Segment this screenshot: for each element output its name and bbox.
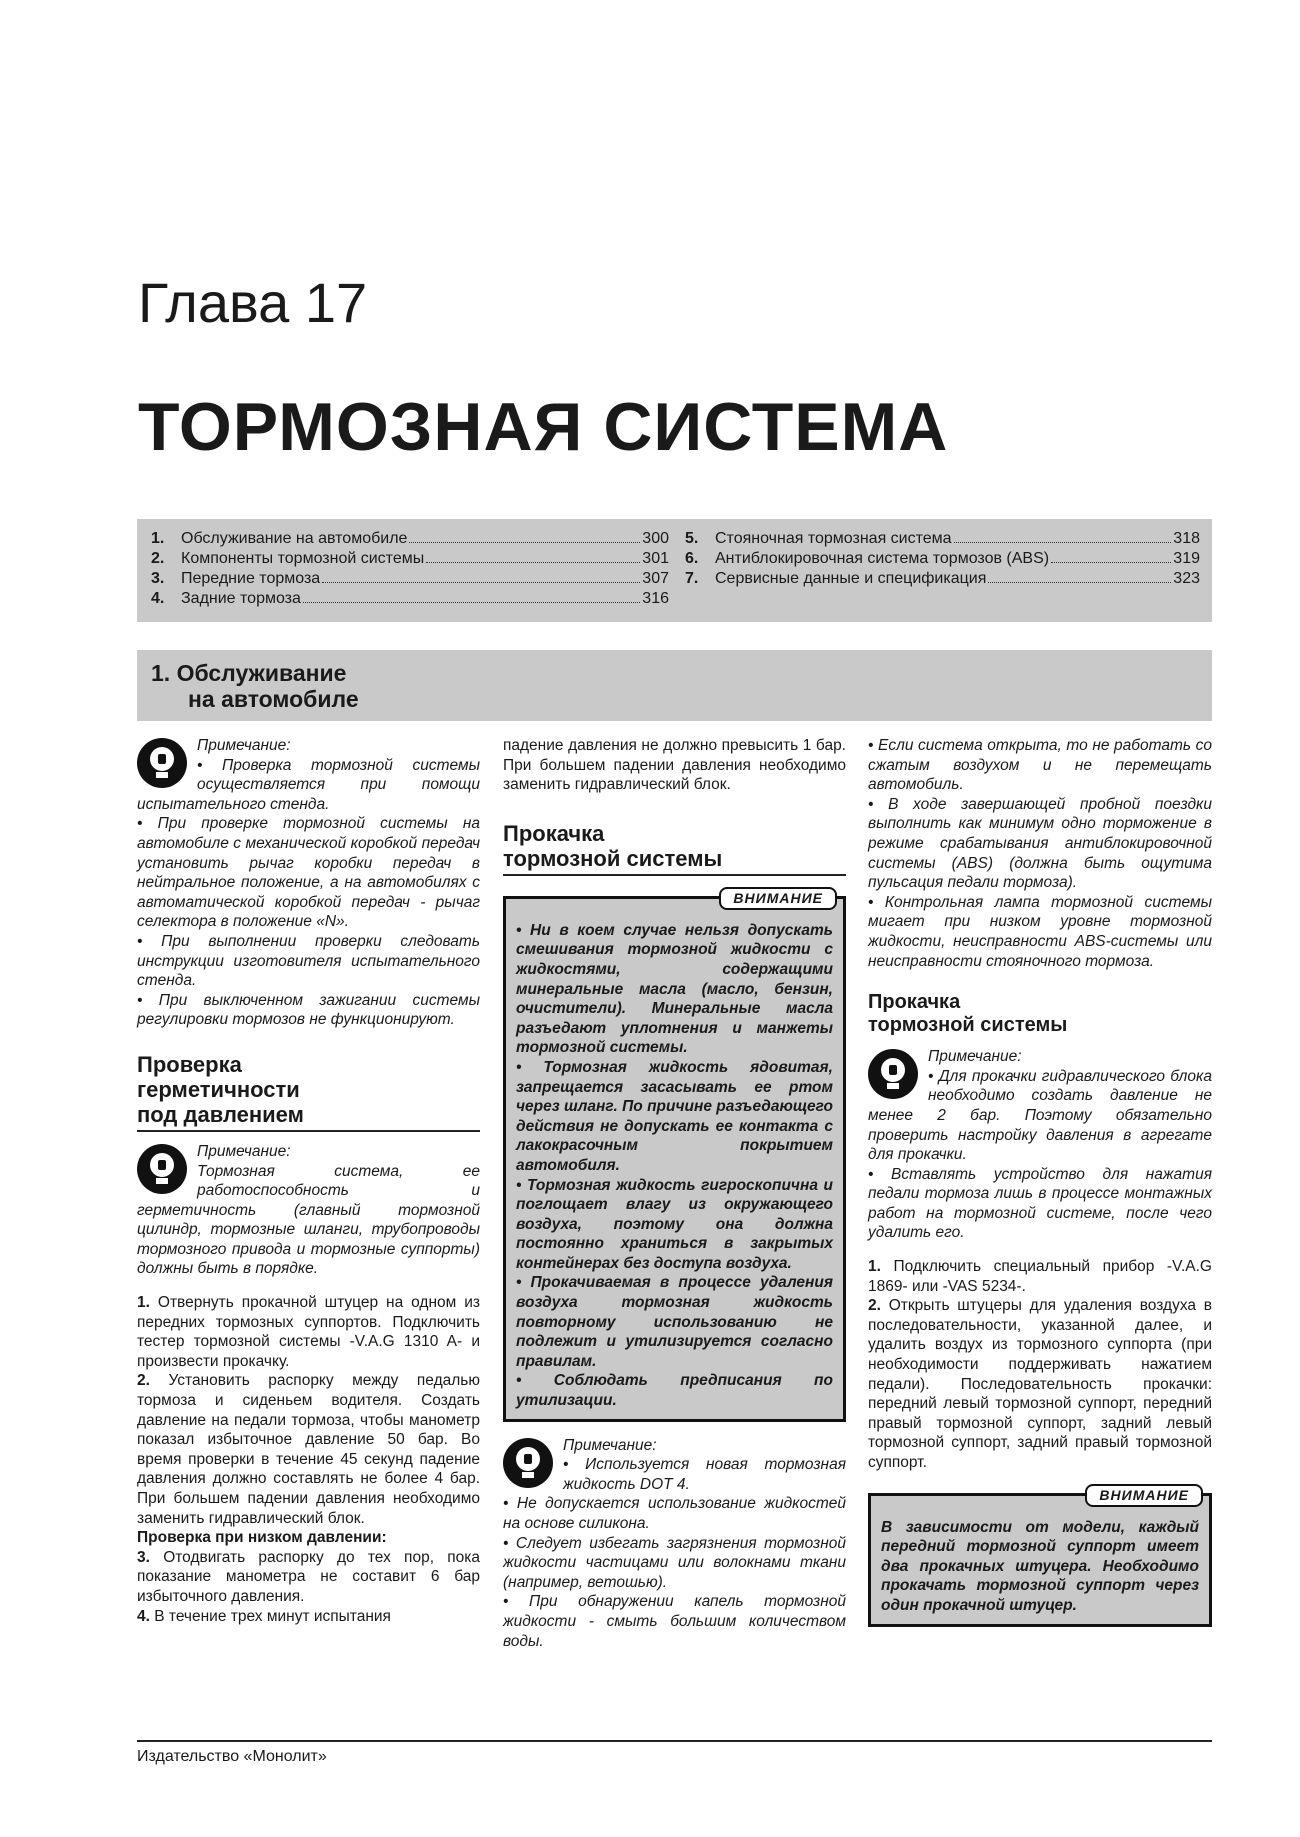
toc-left-column [151, 529, 669, 609]
chapter-label: Глава 17 [138, 271, 368, 334]
section-header-band [137, 650, 1212, 721]
warning-box: ВНИМАНИЕ • Ни в коем случае нельзя допускать смешивания тормозной жидкости с жидкостями, содержащими минеральные масла (масло, бензин, очистители). Минеральные масла разъедают уплотнения и манжеты тормозной системы. • Тормозная жидкость ядовитая, запрещается засасывать ее ртом через шланг. По причине разъедающего действия не допускать ее контакта с лакокрасочным покрытием автомобиля. • Тормозная жидкость гигроскопична и поглощает влагу из окружающего воздуха, поэтому она должна постоянно храниться в закрытых контейнерах без доступа воздуха. • Прокачиваемая в процессе удаления воздуха тормозная жидкость повторному использованию не подлежит и утилизируется согласно правилам. • Соблюдать предписания по утилизации. [503, 896, 846, 1422]
lightbulb-icon [868, 1049, 918, 1099]
toc-right-column [685, 529, 1200, 589]
chapter-title: ТОРМОЗНАЯ СИСТЕМА [138, 389, 949, 465]
low-pressure-heading: Проверка при низком давлении: [137, 1529, 387, 1547]
column-2 [503, 736, 846, 1651]
toc-item: 4. Задние тормоза 316 [151, 590, 669, 607]
warning-box: ВНИМАНИЕ В зависимости от модели, каждый передний тормозной суппорт имеет два прокачных штуцера. Необходимо прокачать тормозной суппорт через один прокачной штуцер. [868, 1493, 1212, 1627]
step-paragraph: 4. В течение трех минут испытания [137, 1607, 391, 1625]
subheading-leak-test: Проверка герметичности под давлением [137, 1052, 480, 1132]
subheading-bleeding: Прокачка тормозной системы [868, 991, 1068, 1037]
toc-item: 7. Сервисные данные и спецификация 323 [685, 570, 1200, 587]
toc-item: 5. Стояночная тормозная система 318 [685, 530, 1200, 547]
toc-item: 1. Обслуживание на автомобиле 300 [151, 530, 669, 547]
column-1 [137, 736, 480, 1626]
toc-item: 3. Передние тормоза 307 [151, 570, 669, 587]
subheading-bleeding: Прокачка тормозной системы [503, 821, 846, 876]
lightbulb-icon [137, 1144, 187, 1194]
toc-item: 6. Антиблокировочная система тормозов (ABS) 319 [685, 550, 1200, 567]
step-paragraph: 1. Подключить специальный прибор -V.A.G 1869- или -VAS 5234-. [868, 1258, 1212, 1295]
lightbulb-icon [137, 738, 187, 788]
note-block: Примечание: Тормозная система, ее работоспособность и герметичность (главный тормозной цилиндр, тормозные шланги, трубопроводы тормозного привода и тормозные суппорты) должны быть в порядке. [137, 1142, 480, 1278]
footer-publisher: Издательство «Монолит» [137, 1740, 1212, 1766]
note-block: Примечание: • Используется новая тормозная жидкость DOT 4. • Не допускается использование жидкостей на основе силикона. • Следует избегать загрязнения тормозной жидкости частицами или волокнами ткани (например, ветошью). • При обнаружении капель тормозной жидкости - смыть большим количеством воды. [503, 1436, 846, 1650]
warning-tag: ВНИМАНИЕ [1085, 1484, 1203, 1508]
warning-tag: ВНИМАНИЕ [719, 887, 837, 911]
section-title: 1. Обслуживание на автомобиле [151, 660, 359, 712]
lightbulb-icon [503, 1438, 553, 1488]
step-paragraph: 3. Отодвигать распорку до тех пор, пока показание манометра не составит 6 бар избыточного давления. [137, 1548, 480, 1605]
note-block: Примечание: • Проверка тормозной системы осуществляется при помощи испытательного стенда. • При проверке тормозной системы на автомобиле с механической коробкой передач установить рычаг коробки передач в нейтральное положение, а на автомобилях с автоматической коробкой передач - рычаг селектора в положение «N». • При выполнении проверки следовать инструкции изготовителя испытательного стенда. • При выключенном зажигании системы регулировки тормозов не функционируют. [137, 737, 480, 1029]
step-paragraph: 2. Открыть штуцеры для удаления воздуха в последовательности, указанной далее, и удалить воздух из тормозного суппорта (при необходимости поддерживать нажатием педали). Последовательность прокачки: передний левый тормозной суппорт, передний правый тормозной суппорт, задний левый тормозной суппорт, задний правый тормозной суппорт. [868, 1297, 1212, 1471]
step-paragraph: 1. Отвернуть прокачной штуцер на одном из передних тормозных суппортов. Подключить тестер тормозной системы -V.A.G 1310 A- и произвести прокачку. [137, 1294, 480, 1370]
step-paragraph: 2. Установить распорку между педалью тормоза и сиденьем водителя. Создать давление на педали тормоза, чтобы манометр показал избыточное давление 50 бар. Во время проверки в течение 45 секунд падение давления должно составлять не более 4 бар. При большем падении давления необходимо заменить гидравлический блок. [137, 1372, 480, 1527]
toc-item: 2. Компоненты тормозной системы 301 [151, 550, 669, 567]
table-of-contents [137, 519, 1212, 622]
continued-text: падение давления не должно превысить 1 бар. При большем падении давления необходимо заменить гидравлический блок. [503, 737, 846, 794]
note-block: Примечание: • Для прокачки гидравлического блока необходимо создать давление не менее 2 бар. Поэтому обязательно проверить настройку давления в агрегате для прокачки. • Вставлять устройство для нажатия педали тормоза лишь в процессе монтажных работ на тормозной системе, после чего удалить его. [868, 1048, 1212, 1242]
column-3: • Если система открыта, то не работать со сжатым воздухом и не перемещать автомобиль. • В ходе завершающей пробной поездки выполнить как минимум одно торможение в режиме срабатывания антиблокировочной системы (ABS) (должна быть ощутима пульсация педали тормоза). • Контрольная лампа тормозной системы мигает при низком уровне тормозной жидкости, неисправности ABS-системы или неисправности стояночного тормоза. Прокачка тормозной системы Примечание: • Для прокачки гидравлического блока необходимо создать давление не менее 2 бар. Поэтому обязательно проверить настройку давления в агрегате для прокачки. • Вставлять устройство для нажатия педали тормоза лишь в процессе монтажных работ на тормозной системе, после чего удалить его. 1. Подключить специальный прибор -V.A.G 1869- или -VAS 5234-. 2. Открыть штуцеры для удаления воздуха в последовательности, указанной далее, и удалить воздух из тормозного суппорта (при необходимости поддерживать нажатием педали). Последовательность прокачки: передний левый тормозной суппорт, передний правый тормозной суппорт, задний левый тормозной суппорт, задний правый тормозной суппорт. ВНИМАНИЕ В зависимости от модели, каждый передний тормозной суппорт имеет два прокачных штуцера. Необходимо прокачать тормозной суппорт через один прокачной штуцер. [868, 736, 1212, 1627]
